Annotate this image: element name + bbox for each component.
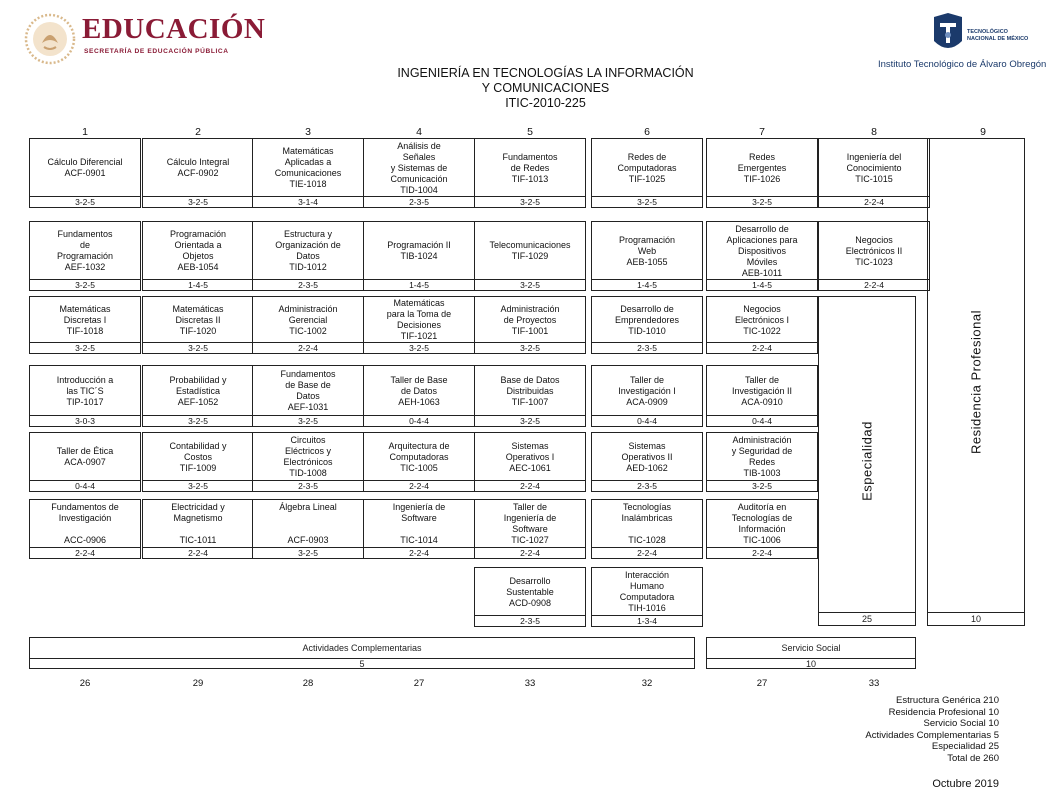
course-box bbox=[252, 221, 364, 291]
semester-credit-total: 33 bbox=[524, 678, 536, 689]
course-name: Fundamentos de Programación AEF-1032 bbox=[56, 229, 114, 272]
course-box bbox=[706, 432, 818, 492]
semester-number: 1 bbox=[82, 126, 88, 138]
sep-seal-logo bbox=[24, 13, 76, 65]
course-box bbox=[591, 432, 703, 492]
complementary-activities-block bbox=[29, 637, 695, 669]
plan-title-line2: Y COMUNICACIONES bbox=[481, 81, 610, 95]
course-credits: 3-2-5 bbox=[707, 196, 817, 207]
course-box bbox=[142, 296, 254, 354]
course-box bbox=[363, 499, 475, 559]
course-credits: 2-2-4 bbox=[30, 547, 140, 558]
course-credits: 2-3-5 bbox=[475, 615, 585, 626]
course-box bbox=[363, 365, 475, 427]
plan-title bbox=[0, 66, 1051, 111]
semester-number: 8 bbox=[871, 126, 877, 138]
course-credits: 1-4-5 bbox=[364, 279, 474, 290]
course-box bbox=[29, 296, 141, 354]
course-credits: 2-2-4 bbox=[143, 547, 253, 558]
course-credits: 0-4-4 bbox=[30, 480, 140, 491]
course-name: Sistemas Operativos I AEC-1061 bbox=[505, 440, 555, 473]
course-box bbox=[474, 138, 586, 208]
block-credits: 25 bbox=[819, 612, 915, 625]
course-credits: 3-2-5 bbox=[30, 196, 140, 207]
course-box bbox=[474, 432, 586, 492]
social-service-block bbox=[706, 637, 916, 669]
semester-credit-total: 27 bbox=[756, 678, 768, 689]
course-name: Sistemas Operativos II AED-1062 bbox=[621, 440, 673, 473]
plan-code: ITIC-2010-225 bbox=[505, 96, 586, 110]
course-name: Taller de Base de Datos AEH-1063 bbox=[390, 374, 448, 407]
course-name: Fundamentos de Redes TIF-1013 bbox=[502, 151, 558, 184]
course-credits: 3-0-3 bbox=[30, 415, 140, 426]
course-credits: 2-3-5 bbox=[253, 480, 363, 491]
course-box bbox=[591, 138, 703, 208]
course-box bbox=[142, 365, 254, 427]
complementary-activities-label: Actividades Complementarias bbox=[30, 638, 694, 659]
semester-number: 2 bbox=[195, 126, 201, 138]
course-box bbox=[29, 499, 141, 559]
course-credits: 1-4-5 bbox=[592, 279, 702, 290]
course-name: Redes de Computadoras TIF-1025 bbox=[617, 151, 677, 184]
course-name: Probabilidad y Estadística AEF-1052 bbox=[169, 374, 227, 407]
plan-title-line1: INGENIERÍA EN TECNOLOGÍAS LA INFORMACIÓN bbox=[397, 66, 694, 80]
summary-line: Especialidad 25 bbox=[931, 741, 999, 752]
course-credits: 2-2-4 bbox=[707, 547, 817, 558]
semester-number: 3 bbox=[305, 126, 311, 138]
course-name: Ingeniería de Software TIC-1014 bbox=[392, 502, 446, 545]
course-name: Estructura y Organización de Datos TID-1012 bbox=[275, 229, 341, 272]
course-name: Administración y Seguridad de Redes TIB-1003 bbox=[731, 435, 793, 478]
course-box bbox=[363, 138, 475, 208]
semester-credit-total: 32 bbox=[641, 678, 653, 689]
course-credits: 2-3-5 bbox=[592, 480, 702, 491]
summary-line: Total de 260 bbox=[947, 752, 999, 764]
summary-line: Estructura Genérica 210 bbox=[896, 695, 999, 706]
course-name: Cálculo Integral ACF-0902 bbox=[166, 157, 230, 178]
course-name: Fundamentos de Base de Datos AEF-1031 bbox=[280, 369, 336, 412]
course-credits: 2-2-4 bbox=[707, 342, 817, 353]
summary-line: Residencia Profesional 10 bbox=[888, 706, 999, 718]
course-name: Taller de Ética ACA-0907 bbox=[56, 446, 114, 467]
course-credits: 3-2-5 bbox=[475, 415, 585, 426]
document-date: Octubre 2019 bbox=[932, 778, 999, 790]
semester-credit-total: 28 bbox=[302, 678, 314, 689]
course-box bbox=[474, 567, 586, 627]
course-name: Circuitos Eléctricos y Electrónicos TID-1008 bbox=[283, 435, 333, 478]
course-credits: 2-2-4 bbox=[475, 547, 585, 558]
course-credits: 2-2-4 bbox=[364, 547, 474, 558]
course-box bbox=[818, 138, 930, 208]
course-box bbox=[29, 365, 141, 427]
course-credits: 1-3-4 bbox=[592, 615, 702, 626]
course-credits: 3-2-5 bbox=[475, 342, 585, 353]
course-credits: 1-4-5 bbox=[707, 279, 817, 290]
course-credits: 3-2-5 bbox=[143, 415, 253, 426]
course-name: Álgebra Lineal ACF-0903 bbox=[279, 502, 337, 545]
course-box bbox=[706, 296, 818, 354]
course-box bbox=[818, 221, 930, 291]
course-box bbox=[591, 221, 703, 291]
course-box bbox=[142, 221, 254, 291]
summary-line: Servicio Social 10 bbox=[923, 718, 999, 729]
specialty-block bbox=[818, 296, 916, 626]
course-name: Negocios Electrónicos II TIC-1023 bbox=[845, 234, 903, 267]
course-box bbox=[591, 296, 703, 354]
course-name: Administración de Proyectos TIF-1001 bbox=[500, 303, 560, 336]
course-box bbox=[142, 432, 254, 492]
course-credits: 3-2-5 bbox=[30, 279, 140, 290]
course-credits: 3-2-5 bbox=[592, 196, 702, 207]
course-name: Matemáticas Discretas I TIF-1018 bbox=[59, 303, 111, 336]
course-credits: 3-2-5 bbox=[707, 480, 817, 491]
course-name: Desarrollo de Aplicaciones para Dispositivos Móviles AEB-1011 bbox=[726, 223, 798, 278]
course-name: Taller de Investigación II ACA-0910 bbox=[731, 374, 793, 407]
course-name: Telecomunicaciones TIF-1029 bbox=[489, 240, 571, 261]
course-credits: 2-3-5 bbox=[253, 279, 363, 290]
tecnm-logo bbox=[930, 11, 966, 57]
course-credits: 3-2-5 bbox=[364, 342, 474, 353]
professional-residency-label: Residencia Profesional bbox=[968, 310, 984, 454]
course-name: Desarrollo Sustentable ACD-0908 bbox=[506, 575, 554, 608]
semester-number: 7 bbox=[759, 126, 765, 138]
course-credits: 3-2-5 bbox=[30, 342, 140, 353]
course-box bbox=[591, 567, 703, 627]
complementary-activities-value: 5 bbox=[359, 659, 365, 669]
course-name: Desarrollo de Emprendedores TID-1010 bbox=[614, 303, 680, 336]
course-credits: 0-4-4 bbox=[364, 415, 474, 426]
course-box bbox=[474, 221, 586, 291]
course-name: Taller de Ingeniería de Software TIC-1027 bbox=[503, 502, 557, 545]
block-credits: 10 bbox=[928, 612, 1024, 625]
course-box bbox=[142, 138, 254, 208]
sep-subtitle: SECRETARÍA DE EDUCACIÓN PÚBLICA bbox=[84, 48, 229, 55]
course-box bbox=[591, 499, 703, 559]
course-box bbox=[706, 365, 818, 427]
course-box bbox=[706, 499, 818, 559]
semester-number: 9 bbox=[980, 126, 986, 138]
course-name: Electricidad y Magnetismo TIC-1011 bbox=[171, 502, 225, 545]
course-name: Interacción Humano Computadora TIH-1016 bbox=[619, 570, 675, 613]
course-credits: 3-2-5 bbox=[253, 547, 363, 558]
course-credits: 2-2-4 bbox=[253, 342, 363, 353]
course-name: Fundamentos de Investigación ACC-0906 bbox=[51, 502, 119, 545]
course-credits: 2-3-5 bbox=[592, 342, 702, 353]
course-credits: 3-2-5 bbox=[143, 342, 253, 353]
course-name: Matemáticas Discretas II TIF-1020 bbox=[172, 303, 224, 336]
course-box bbox=[706, 138, 818, 208]
course-box bbox=[252, 499, 364, 559]
semester-credit-total: 27 bbox=[413, 678, 425, 689]
course-name: Arquitectura de Computadoras TIC-1005 bbox=[388, 440, 450, 473]
specialty-label: Especialidad bbox=[859, 421, 875, 501]
course-box bbox=[706, 221, 818, 291]
course-name: Introducción a las TIC´S TIP-1017 bbox=[56, 374, 114, 407]
course-name: Cálculo Diferencial ACF-0901 bbox=[47, 157, 123, 178]
course-box bbox=[252, 432, 364, 492]
institute-name: Instituto Tecnológico de Álvaro Obregón bbox=[878, 59, 1047, 70]
course-box bbox=[363, 221, 475, 291]
semester-number: 5 bbox=[527, 126, 533, 138]
course-box bbox=[474, 365, 586, 427]
professional-residency-block bbox=[927, 138, 1025, 626]
course-name: Matemáticas para la Toma de Decisiones TIF-1021 bbox=[386, 298, 452, 341]
course-credits: 1-4-5 bbox=[143, 279, 253, 290]
course-credits: 0-4-4 bbox=[707, 415, 817, 426]
course-name: Negocios Electrónicos I TIC-1022 bbox=[734, 303, 790, 336]
course-box bbox=[363, 432, 475, 492]
semester-credit-total: 26 bbox=[79, 678, 91, 689]
course-name: Matemáticas Aplicadas a Comunicaciones TIE-1018 bbox=[274, 146, 342, 189]
course-name: Ingeniería del Conocimiento TIC-1015 bbox=[846, 151, 902, 184]
course-credits: 3-2-5 bbox=[475, 279, 585, 290]
course-box bbox=[252, 296, 364, 354]
course-box bbox=[29, 138, 141, 208]
course-name: Tecnologías Inalámbricas TIC-1028 bbox=[621, 502, 673, 545]
social-service-label: Servicio Social bbox=[707, 638, 915, 659]
course-name: Programación Orientada a Objetos AEB-1054 bbox=[169, 229, 227, 272]
course-name: Administración Gerencial TIC-1002 bbox=[278, 303, 338, 336]
tecnm-name: TECNOLÓGICO NACIONAL DE MÉXICO bbox=[967, 29, 1029, 42]
course-box bbox=[252, 138, 364, 208]
course-credits: 3-1-4 bbox=[253, 196, 363, 207]
course-name: Análisis de Señales y Sistemas de Comunicación TID-1004 bbox=[390, 140, 448, 195]
course-name: Programación Web AEB-1055 bbox=[618, 234, 676, 267]
course-credits: 3-2-5 bbox=[143, 196, 253, 207]
course-box bbox=[29, 221, 141, 291]
summary-line: Actividades Complementarias 5 bbox=[865, 729, 999, 741]
semester-number: 4 bbox=[416, 126, 422, 138]
course-credits: 2-2-4 bbox=[819, 279, 929, 290]
course-box bbox=[142, 499, 254, 559]
sep-title: EDUCACIÓN bbox=[82, 13, 266, 45]
course-name: Contabilidad y Costos TIF-1009 bbox=[169, 440, 227, 473]
course-credits: 3-2-5 bbox=[253, 415, 363, 426]
course-box bbox=[474, 499, 586, 559]
course-credits: 2-2-4 bbox=[592, 547, 702, 558]
course-credits: 2-2-4 bbox=[475, 480, 585, 491]
course-box bbox=[252, 365, 364, 427]
course-box bbox=[474, 296, 586, 354]
course-credits: 2-2-4 bbox=[364, 480, 474, 491]
semester-credit-total: 33 bbox=[868, 678, 880, 689]
course-name: Base de Datos Distribuidas TIF-1007 bbox=[500, 374, 560, 407]
course-box bbox=[29, 432, 141, 492]
course-box bbox=[591, 365, 703, 427]
course-name: Programación II TIB-1024 bbox=[387, 240, 451, 261]
course-credits: 2-2-4 bbox=[819, 196, 929, 207]
course-credits: 3-2-5 bbox=[475, 196, 585, 207]
semester-credit-total: 29 bbox=[192, 678, 204, 689]
course-credits: 0-4-4 bbox=[592, 415, 702, 426]
course-name: Auditoría en Tecnologías de Información TIC-1006 bbox=[731, 502, 793, 545]
semester-number: 6 bbox=[644, 126, 650, 138]
course-credits: 2-3-5 bbox=[364, 196, 474, 207]
course-credits: 3-2-5 bbox=[143, 480, 253, 491]
social-service-value: 10 bbox=[805, 659, 816, 669]
course-name: Taller de Investigación I ACA-0909 bbox=[618, 374, 676, 407]
course-name: Redes Emergentes TIF-1026 bbox=[737, 151, 787, 184]
credits-summary bbox=[865, 695, 999, 764]
course-box bbox=[363, 296, 475, 354]
